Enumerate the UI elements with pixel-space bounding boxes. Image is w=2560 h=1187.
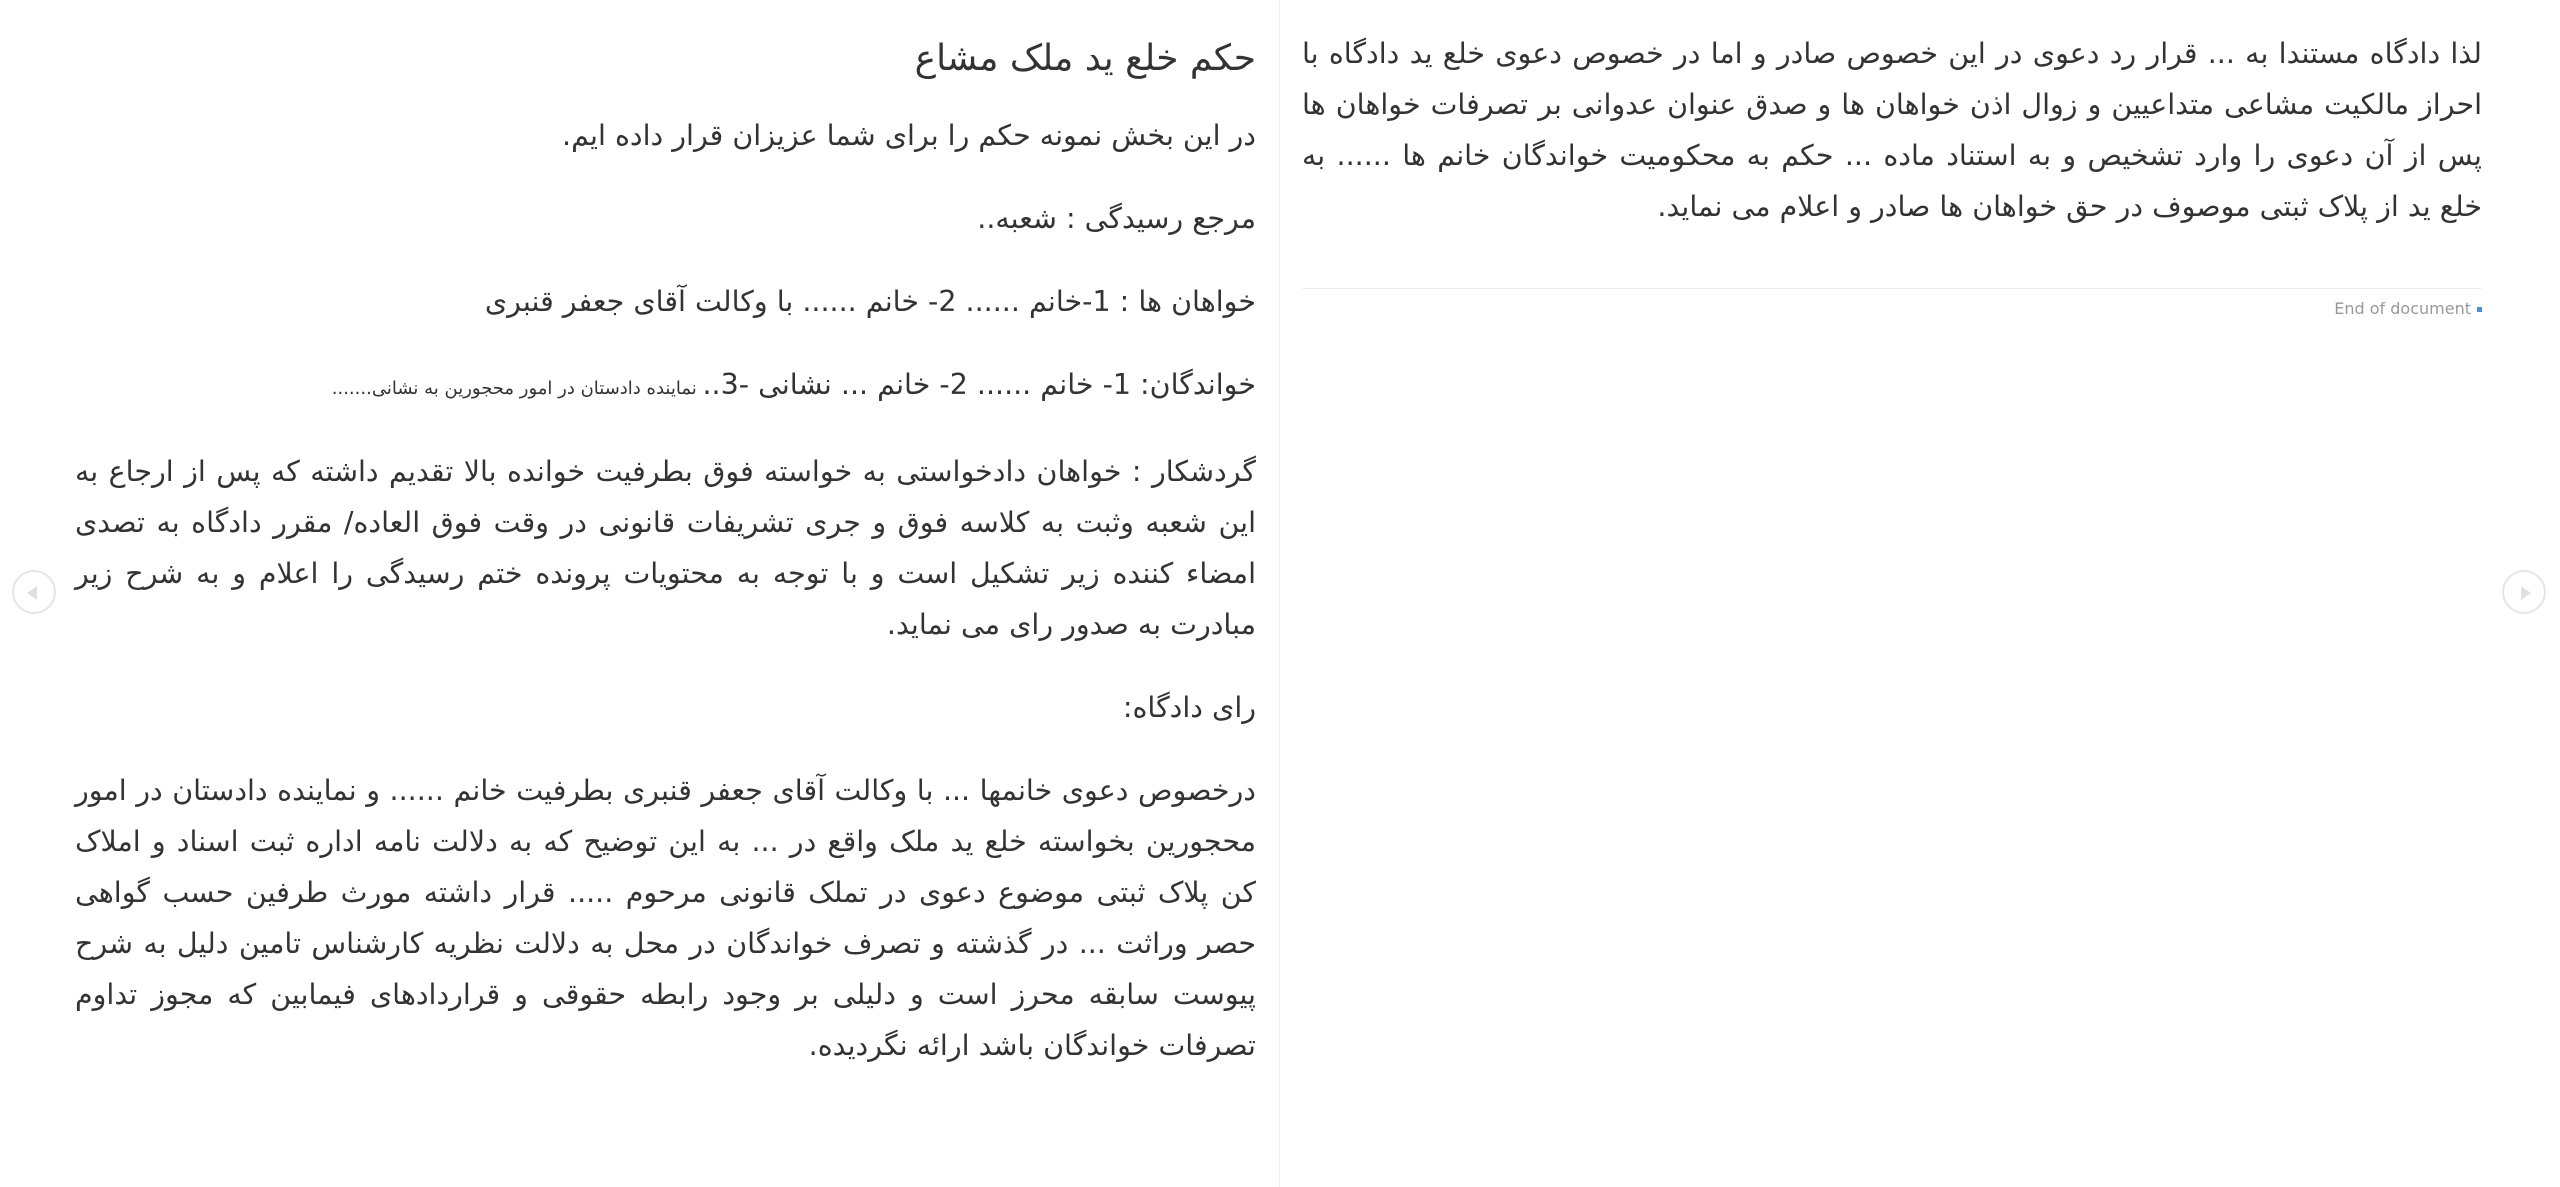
column-divider	[1279, 0, 1280, 1187]
previous-page-button[interactable]	[12, 570, 56, 614]
verdict-paragraph: درخصوص دعوی خانمها ... با وکالت آقای جعفر قنبری بطرفیت خانم ...... و نماینده دادستان در امور محجورین بخواسته خلع ید ملک واقع در ... به این توضیح که به دلالت نامه اداره ثبت اسناد و املاک کن پلاک ثبتی موضوع دعوی در تملک قانونی مرحوم ..... قرار داشته مورث طرفین حسب گواهی حصر وراثت ... در گذشته و تصرف خواندگان در محل به دلالت نظریه کارشناس تامین دلیل به شرح پیوست سابقه محرز است و دلیلی بر وجود رابطه حقوقی و قراردادهای فیمابین که مجوز تداوم تصرفات خواندگان باشد ارائه نگردیده.	[75, 774, 1256, 1062]
next-page-button[interactable]	[2502, 570, 2546, 614]
chevron-left-icon	[27, 586, 37, 600]
end-of-document-label: End of document	[2334, 299, 2471, 318]
defendants-main: خواندگان: 1- خانم ...... 2- خانم ... نشانی -3..	[702, 368, 1256, 401]
defendants-line	[75, 359, 1256, 414]
end-of-document	[1302, 299, 2482, 319]
page-column-left	[75, 0, 1256, 1187]
end-rule	[1302, 288, 2482, 289]
defendants-note: نماینده دادستان در امور محجورین به نشانی.......	[331, 378, 703, 399]
intro-paragraph: در این بخش نمونه حکم را برای شما عزیزان قرار داده ایم.	[562, 119, 1256, 152]
document-title: حکم خلع ید ملک مشاع	[914, 38, 1256, 79]
chevron-right-icon	[2521, 586, 2531, 600]
ruling-paragraph: لذا دادگاه مستندا به ... قرار رد دعوی در این خصوص صادر و اما در خصوص دعوی خلع ید دادگاه با احراز مالکیت مشاعی متداعیین و زوال اذن خواهان ها و صدق عنوان عدوانی بر تصرفات خواهان ها پس از آن دعوی را وارد تشخیص و به استناد ماده ... حکم به محکومیت خواندگان خانم ها ...... به خلع ید از پلاک ثبتی موصوف در حق خواهان ها صادر و اعلام می نماید.	[1302, 37, 2482, 223]
proceedings-paragraph: گردشکار : خواهان دادخواستی به خواسته فوق بطرفیت خوانده بالا تقدیم داشته که پس از ارجاع به این شعبه وثبت به کلاسه فوق و جری تشریفات قانونی در وقت فوق العاده/ مقرر دادگاه به تصدی امضاء کننده زیر تشکیل است و با توجه به محتویات پرونده ختم رسیدگی را اعلام و به شرح زیر مبادرت به صدور رای می نماید.	[75, 455, 1256, 641]
page-column-right	[1302, 0, 2482, 1187]
verdict-heading: رای دادگاه:	[1122, 691, 1256, 724]
court-reference: مرجع رسیدگی : شعبه..	[977, 202, 1256, 235]
bullet-icon	[2477, 307, 2482, 312]
plaintiffs-line: خواهان ها : 1-خانم ...... 2- خانم ...... با وکالت آقای جعفر قنبری	[484, 285, 1256, 318]
